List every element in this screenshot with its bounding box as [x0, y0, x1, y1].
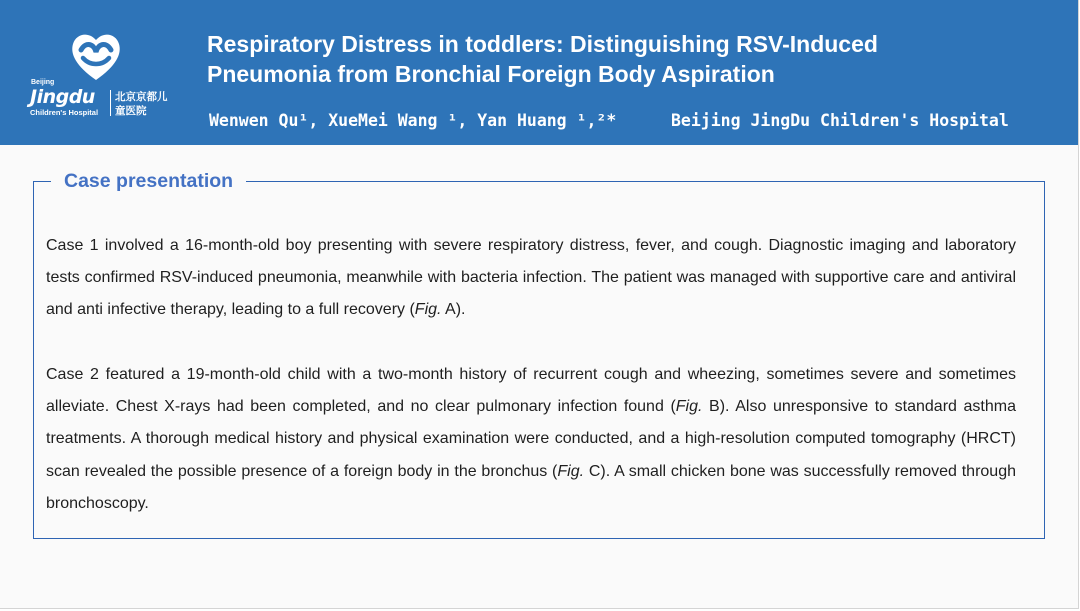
poster-title: Respiratory Distress in toddlers: Distinguishing RSV-Induced Pneumonia from Bronchial Foreign Body Aspiration	[207, 31, 878, 87]
header-banner	[0, 0, 1078, 145]
case1-fig-ref: Fig.	[414, 301, 442, 319]
case2-fig-ref-b: Fig.	[675, 398, 703, 416]
logo-beijing-label: Beijing	[31, 79, 55, 86]
case2-text-b: B). Also unresponsive to standard asthma treatments. A thorough medical history and physical examination were conducted, and a high-resolution computed tomography (HRCT) scan revealed the possible presence of a foreign body in the bronchus (	[46, 398, 1016, 480]
case1-paragraph	[46, 230, 1016, 327]
case1-fig-letter: A).	[441, 301, 466, 319]
case1-text: Case 1 involved a 16-month-old boy presenting with severe respiratory distress, fever, and cough. Diagnostic imaging and laboratory tests confirmed RSV-induced pneumonia, meanwhile with bacteria infection. The patient was managed with supportive care and antiviral and anti infective therapy, leading to a full recovery (	[46, 237, 1016, 319]
section-title: Case presentation	[51, 168, 246, 194]
case2-paragraph	[46, 359, 1016, 520]
author-list: Wenwen Qu¹, XueMei Wang ¹, Yan Huang ¹,²*	[209, 111, 617, 130]
hospital-logo	[30, 28, 170, 123]
heart-ribbon-logo-icon	[68, 28, 124, 84]
case2-text-a: Case 2 featured a 19-month-old child with a two-month history of recurrent cough and wheezing, sometimes severe and sometimes alleviate. Chest X-rays had been completed, and no clear pulmonary infection found (	[46, 366, 1016, 416]
logo-chinese-name: 北京京都儿童医院	[115, 91, 168, 117]
case2-text-c: C). A small chicken bone was successfully removed through bronchoscopy.	[46, 462, 1017, 512]
logo-wordmark: Jingdu	[30, 86, 95, 108]
affiliation: Beijing JingDu Children's Hospital	[671, 111, 1009, 130]
logo-divider	[110, 90, 111, 116]
logo-subname: Children's Hospital	[30, 108, 99, 117]
case2-fig-ref-c: Fig.	[557, 462, 585, 480]
